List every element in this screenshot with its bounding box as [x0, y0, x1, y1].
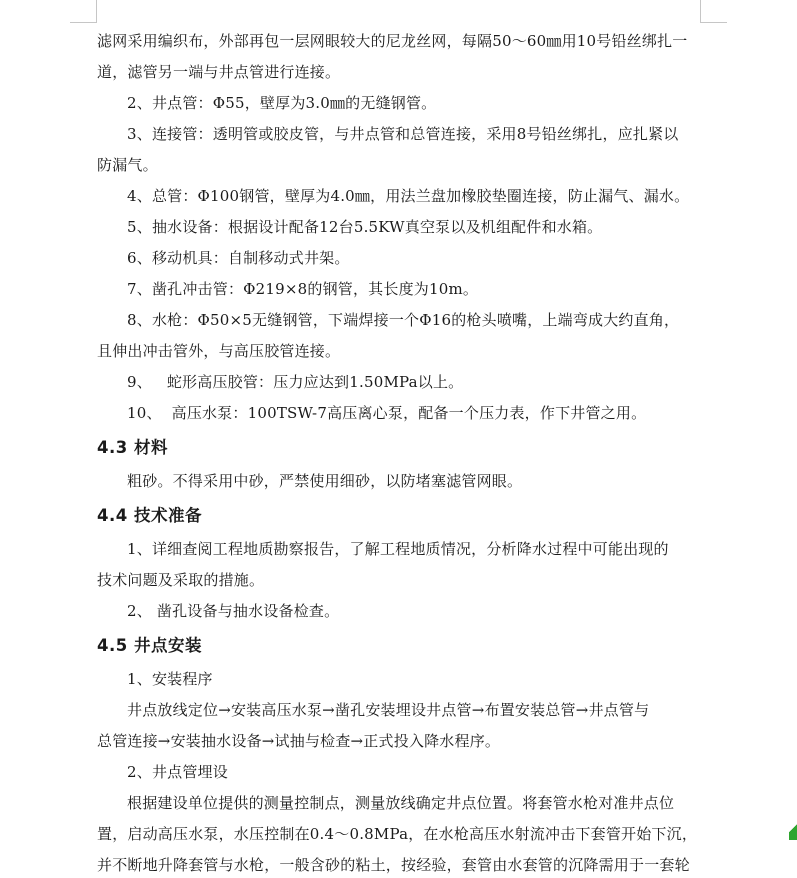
- list-item-connecting-pipe: 3、连接管：透明管或胶皮管，与井点管和总管连接，采用8号铅丝绑扎，应扎紧以: [127, 125, 679, 143]
- paragraph-line: 道，滤管另一端与井点管进行连接。: [97, 63, 341, 81]
- margin-corner-mark-left: [70, 0, 97, 23]
- paragraph-line: 滤网采用编织布，外部再包一层网眼较大的尼龙丝网，每隔50～60㎜用10号铅丝绑扎一: [97, 32, 688, 50]
- paragraph-line: 技术问题及采取的措施。: [97, 571, 265, 589]
- list-item-header-pipe: 4、总管：Φ100钢管，壁厚为4.0㎜，用法兰盘加橡胶垫圈连接，防止漏气、漏水。: [127, 187, 690, 205]
- list-item-high-pressure-hose: 9、 蛇形高压胶管：压力应达到1.50MPa以上。: [127, 373, 464, 391]
- paragraph-line: 并不断地升降套管与水枪，一般含砂的粘土，按经验，套管由水套管的沉降需用于一套轮: [97, 856, 690, 874]
- paragraph-line: 且伸出冲击管外，与高压胶管连接。: [97, 342, 341, 360]
- list-item-water-gun: 8、水枪：Φ50×5无缝钢管，下端焊接一个Φ16的枪头喷嘴，上端弯成大约直角，: [127, 311, 680, 329]
- list-item-mobile-machinery: 6、移动机具：自制移动式井架。: [127, 249, 350, 267]
- edge-decoration: [789, 822, 797, 840]
- section-heading-technical-prep: 4.4 技术准备: [97, 506, 202, 525]
- paragraph-line: 粗砂。不得采用中砂，严禁使用细砂，以防堵塞滤管网眼。: [127, 472, 523, 490]
- section-heading-well-installation: 4.5 井点安装: [97, 636, 202, 655]
- list-item-pumping-equipment: 5、抽水设备：根据设计配备12台5.5KW真空泵以及机组配件和水箱。: [127, 218, 603, 236]
- document-body: [97, 26, 703, 878]
- subheading-well-pipe-burial: 2、井点管埋设: [127, 763, 228, 781]
- subheading-install-procedure: 1、安装程序: [127, 670, 213, 688]
- list-item-high-pressure-pump: 10、 高压水泵：100TSW-7高压离心泵，配备一个压力表，作下井管之用。: [127, 404, 647, 422]
- paragraph-line: 井点放线定位→安装高压水泵→凿孔安装埋设井点管→布置安装总管→井点管与: [127, 701, 650, 719]
- list-item-survey-report: 1、详细查阅工程地质勘察报告，了解工程地质情况，分析降水过程中可能出现的: [127, 540, 669, 558]
- margin-corner-mark-right: [700, 0, 727, 23]
- paragraph-line: 防漏气。: [97, 156, 158, 174]
- paragraph-line: 置，启动高压水泵，水压控制在0.4～0.8MPa，在水枪高压水射流冲击下套管开始下沉，: [97, 825, 698, 843]
- list-item-equipment-check: 2、 凿孔设备与抽水设备检查。: [127, 602, 340, 620]
- section-heading-materials: 4.3 材料: [97, 438, 168, 457]
- list-item-well-pipe: 2、井点管：Φ55，壁厚为3.0㎜的无缝钢管。: [127, 94, 437, 112]
- paragraph-line: 总管连接→安装抽水设备→试抽与检查→正式投入降水程序。: [97, 732, 501, 750]
- list-item-drilling-pipe: 7、凿孔冲击管：Φ219×8的钢管，其长度为10m。: [127, 280, 479, 298]
- paragraph-line: 根据建设单位提供的测量控制点，测量放线确定井点位置。将套管水枪对准井点位: [127, 794, 675, 812]
